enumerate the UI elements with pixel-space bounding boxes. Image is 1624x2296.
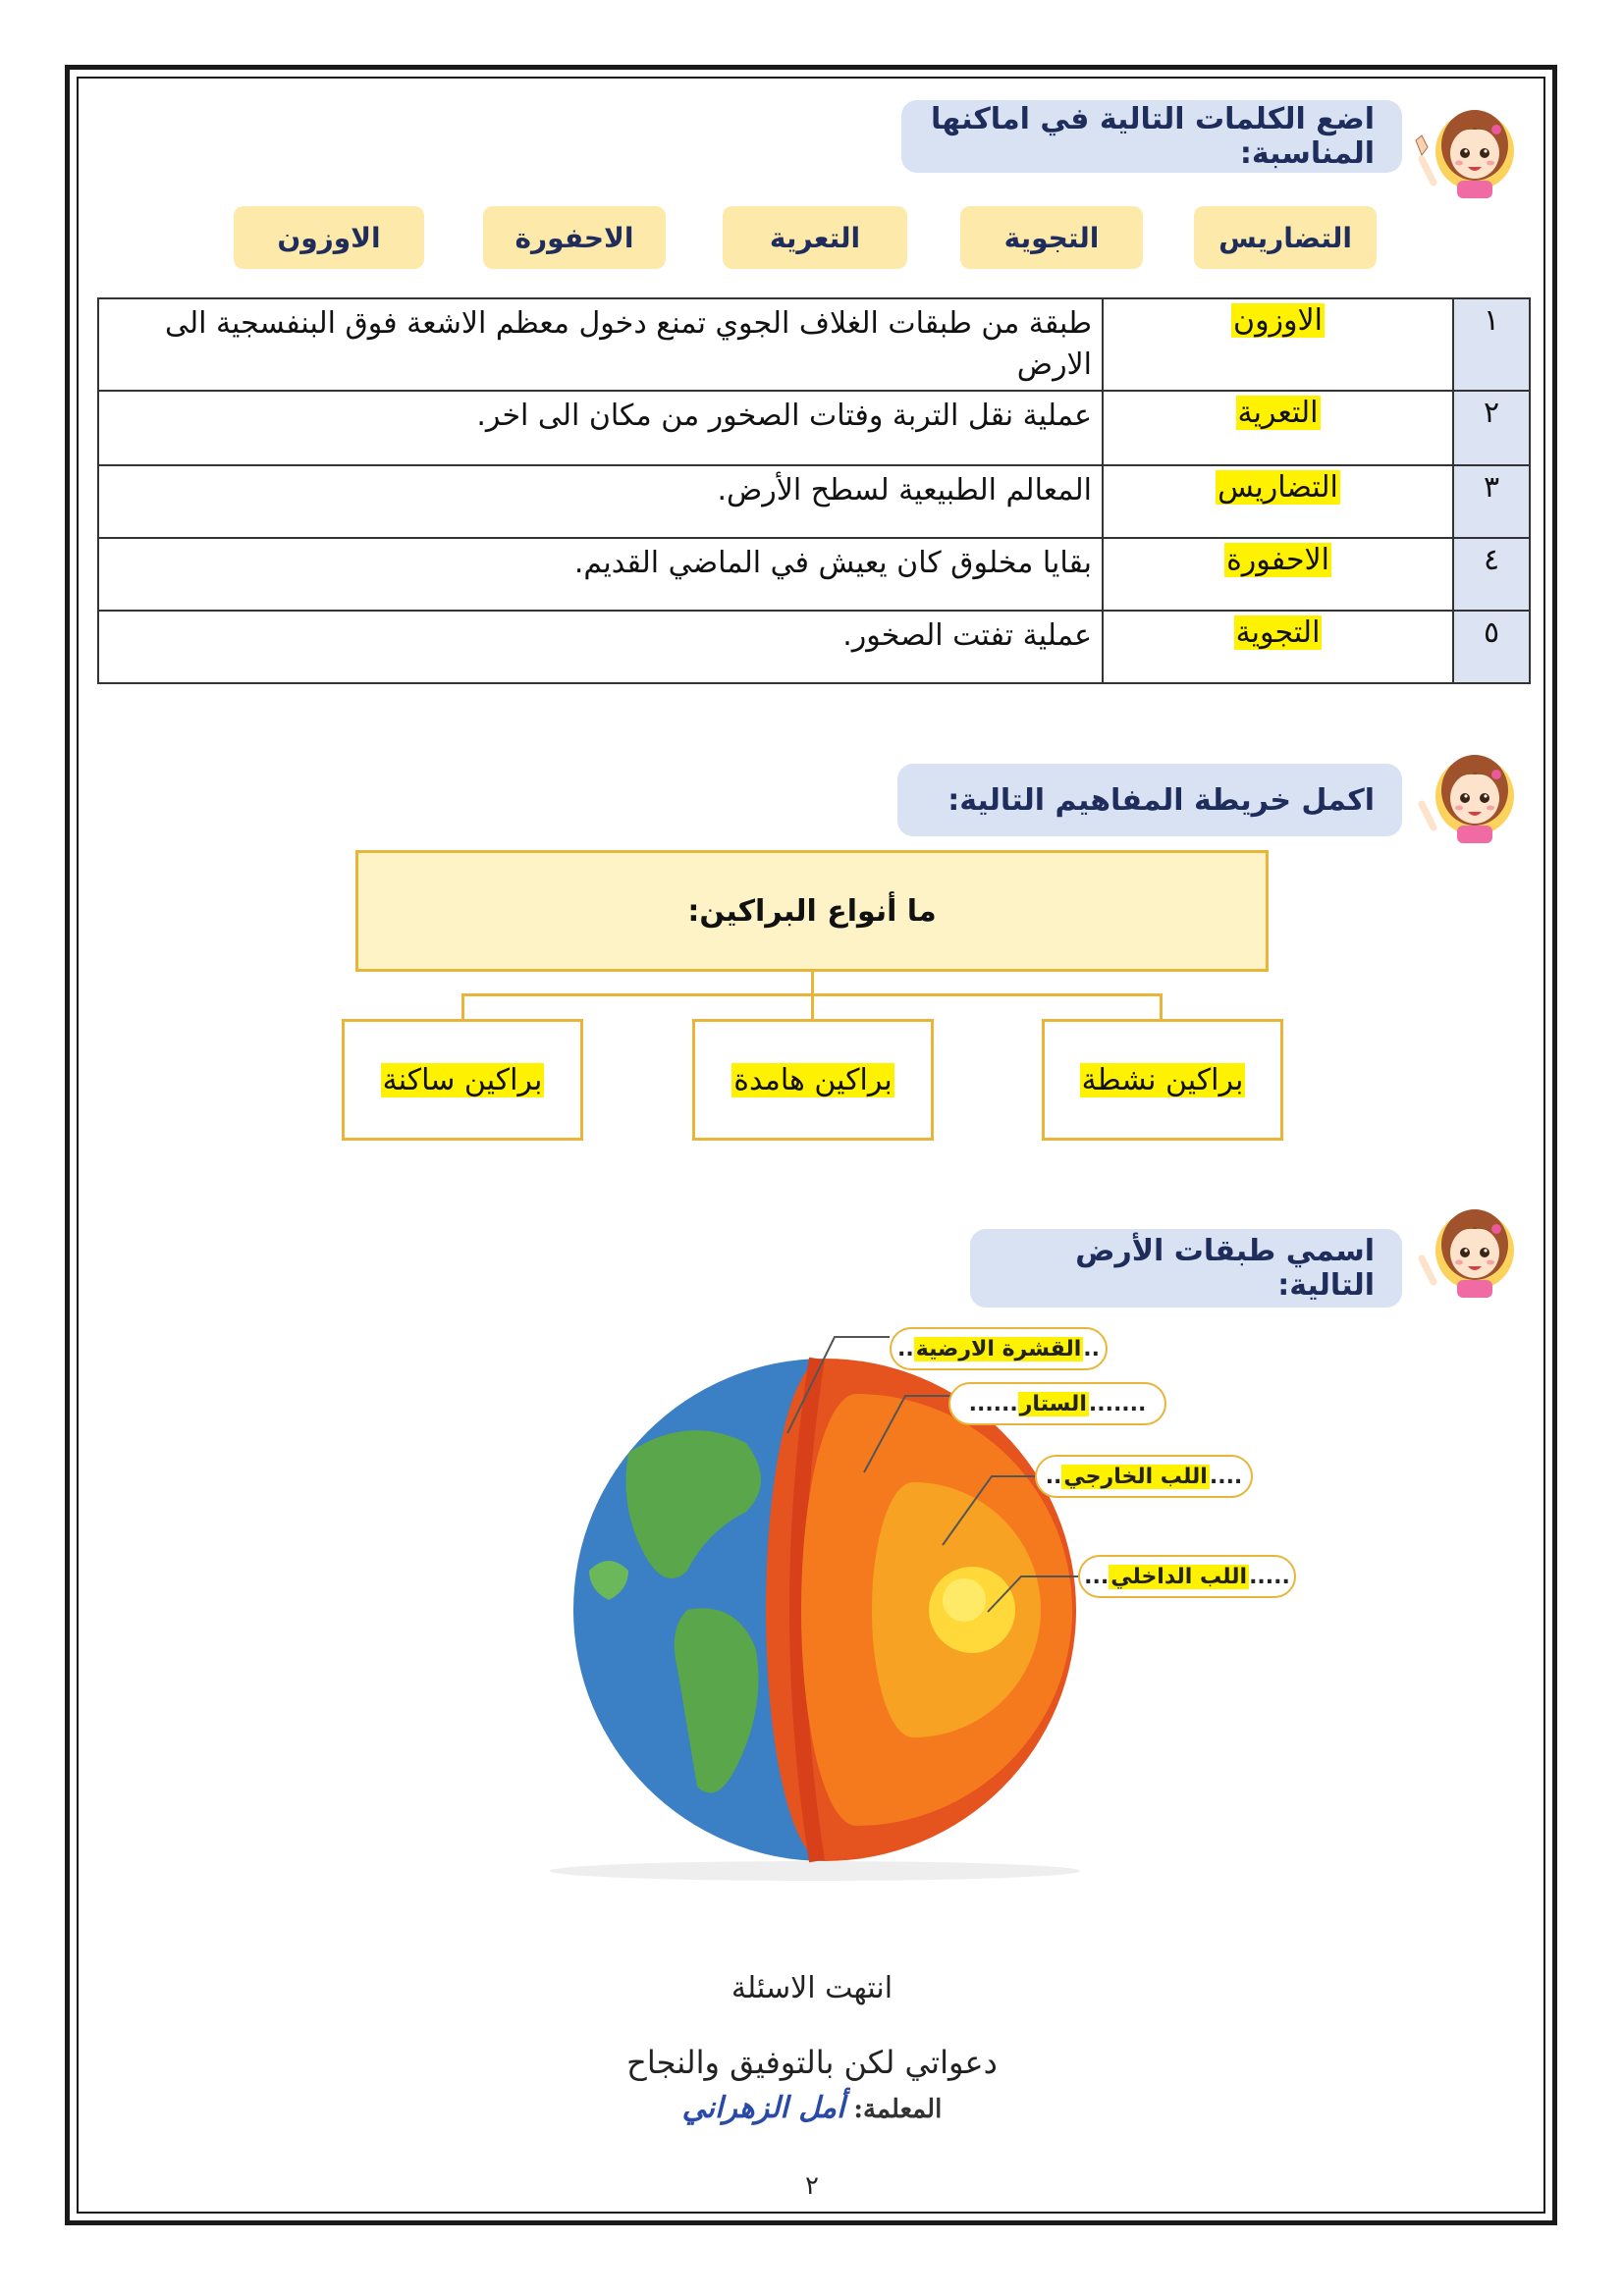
connector-line xyxy=(1160,993,1163,1019)
label-outer-core xyxy=(1035,1455,1253,1498)
label-crust xyxy=(890,1327,1108,1370)
term-cell xyxy=(1103,538,1453,611)
row-number: ٢ xyxy=(1453,391,1530,465)
label-dots: .. xyxy=(1083,1336,1100,1362)
concept-map-question-text: ما أنواع البراكين: xyxy=(687,893,937,929)
section2-title: اكمل خريطة المفاهيم التالية: xyxy=(897,764,1402,836)
inner-core-highlight xyxy=(943,1578,986,1622)
label-text: القشرة الارضية xyxy=(915,1336,1082,1362)
answer-text: براكين نشطة xyxy=(1081,1062,1244,1097)
section1-title: اضع الكلمات التالية في اماكنها المناسبة: xyxy=(901,100,1402,173)
teacher-label: المعلمة: xyxy=(853,2095,943,2124)
term-cell xyxy=(1103,465,1453,538)
answer-text: براكين ساكنة xyxy=(382,1062,543,1097)
label-dots: ..... xyxy=(1249,1564,1290,1589)
term-cell xyxy=(1103,391,1453,465)
concept-map-answer xyxy=(342,1019,583,1141)
word-chip: الاوزون xyxy=(234,206,424,269)
term-cell xyxy=(1103,298,1453,391)
definition-cell: بقايا مخلوق كان يعيش في الماضي القديم. xyxy=(98,538,1103,611)
answer-text: براكين هامدة xyxy=(733,1062,893,1097)
label-inner-core xyxy=(1078,1555,1296,1598)
label-text: اللب الخارجي xyxy=(1063,1464,1208,1489)
table-row xyxy=(98,611,1530,683)
table-row xyxy=(98,465,1530,538)
section3-title: اسمي طبقات الأرض التالية: xyxy=(970,1229,1402,1308)
definition-cell: المعالم الطبيعية لسطح الأرض. xyxy=(98,465,1103,538)
term-cell xyxy=(1103,611,1453,683)
closing-wish: دعواتي لكن بالتوفيق والنجاح xyxy=(626,2044,998,2081)
definition-cell: عملية نقل التربة وفتات الصخور من مكان الى اخر. xyxy=(98,391,1103,465)
shadow xyxy=(550,1861,1080,1881)
girl-pointing-icon xyxy=(1414,1196,1522,1304)
label-dots: ... xyxy=(1084,1564,1110,1589)
end-of-questions: انتهت الاسئلة xyxy=(731,1971,893,2005)
word-chip: التضاريس xyxy=(1194,206,1377,269)
term-answer: التجوية xyxy=(1235,615,1321,650)
teacher-signature xyxy=(0,2091,1624,2125)
row-number: ٥ xyxy=(1453,611,1530,683)
term-answer: الاحفورة xyxy=(1226,543,1329,577)
label-text: اللب الداخلي xyxy=(1110,1564,1248,1589)
connector-line xyxy=(461,993,1163,996)
term-answer: التعرية xyxy=(1237,396,1319,430)
word-chip: الاحفورة xyxy=(483,206,666,269)
teacher-name: أمل الزهراني xyxy=(681,2091,845,2125)
table-row xyxy=(98,391,1530,465)
definition-cell: عملية تفتت الصخور. xyxy=(98,611,1103,683)
table-row xyxy=(98,538,1530,611)
label-dots: .... xyxy=(1209,1464,1243,1489)
label-dots: ....... xyxy=(1088,1391,1147,1416)
concept-map-question xyxy=(355,850,1269,972)
definition-cell: طبقة من طبقات الغلاف الجوي تمنع دخول معظم الاشعة فوق البنفسجية الى الارض xyxy=(98,298,1103,391)
girl-pointing-icon xyxy=(1414,741,1522,849)
label-text: الستار xyxy=(1019,1391,1087,1416)
word-chip: التعرية xyxy=(723,206,907,269)
word-chip: التجوية xyxy=(960,206,1143,269)
term-answer: التضاريس xyxy=(1218,470,1338,505)
label-dots: ...... xyxy=(968,1391,1018,1416)
girl-pointing-icon xyxy=(1414,96,1522,204)
label-dots: .. xyxy=(1045,1464,1062,1489)
concept-map-answer xyxy=(1042,1019,1283,1141)
connector-line xyxy=(461,993,464,1019)
page-number: ٢ xyxy=(805,2171,819,2201)
row-number: ٣ xyxy=(1453,465,1530,538)
earth-layers-diagram xyxy=(530,1325,1326,1885)
label-mantle xyxy=(948,1382,1166,1425)
term-answer: الاوزون xyxy=(1233,303,1323,338)
terms-table xyxy=(97,297,1531,684)
row-number: ٤ xyxy=(1453,538,1530,611)
concept-map-answer xyxy=(692,1019,934,1141)
table-row xyxy=(98,298,1530,391)
row-number: ١ xyxy=(1453,298,1530,391)
label-dots: .. xyxy=(897,1336,914,1362)
